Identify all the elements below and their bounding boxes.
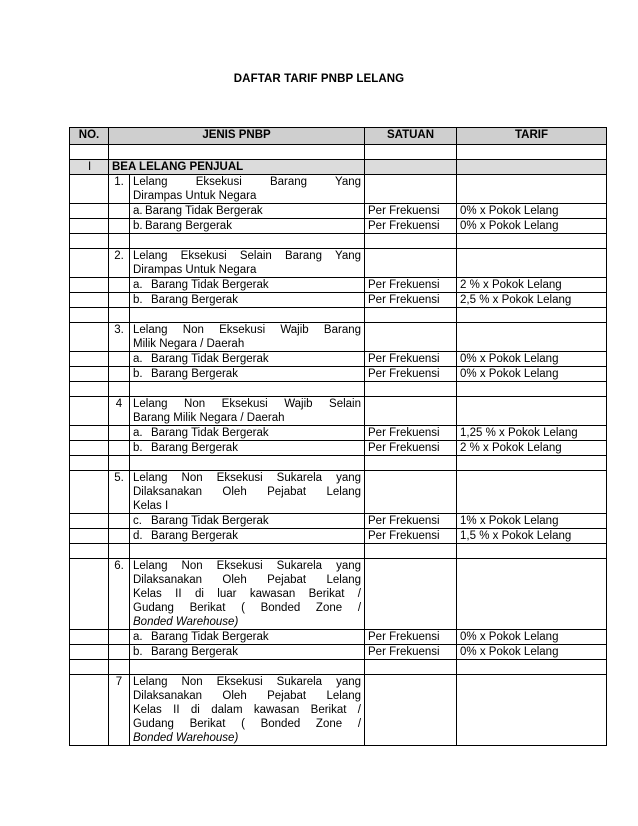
item-row [70,323,607,352]
sub-item-row [70,219,607,234]
sub-item-description [130,352,365,367]
satuan-value: Per Frekuensi [365,367,457,382]
no-cell [70,529,109,544]
sub-item-row [70,441,607,456]
item-number: 2. [109,249,130,278]
satuan-value: Per Frekuensi [365,645,457,660]
sub-item-description [130,529,365,544]
tarif-value: 0% x Pokok Lelang [457,219,607,234]
sub-item-marker: b. [133,442,143,454]
satuan-cell [365,323,457,352]
num-cell [109,441,130,456]
sub-item-marker: b. [133,646,143,658]
sub-item-text: Barang Tidak Bergerak [151,515,269,527]
sub-item-marker: d. [133,530,143,542]
section-row [70,160,607,175]
no-cell [70,514,109,529]
blank-row [70,456,607,471]
tarif-value: 0% x Pokok Lelang [457,204,607,219]
sub-item-text: Barang Tidak Bergerak [151,631,269,643]
no-cell [70,175,109,204]
sub-item-marker: a. [133,631,143,643]
item-number: 3. [109,323,130,352]
num-cell [109,630,130,645]
description-line: Lelang Non Eksekusi Wajib Barang [133,324,362,336]
header-tarif: TARIF [457,128,607,145]
num-cell [109,204,130,219]
tarif-value: 2 % x Pokok Lelang [457,441,607,456]
item-description [130,675,365,746]
satuan-cell [365,397,457,426]
satuan-value: Per Frekuensi [365,204,457,219]
tarif-cell [457,249,607,278]
item-number: 7 [109,675,130,746]
sub-item-row [70,529,607,544]
header-satuan: SATUAN [365,128,457,145]
no-cell [70,278,109,293]
num-cell [109,367,130,382]
tarif-value: 1% x Pokok Lelang [457,514,607,529]
tarif-table [69,127,607,746]
satuan-value: Per Frekuensi [365,426,457,441]
sub-item-text: Barang Bergerak [151,368,238,380]
satuan-cell [365,175,457,204]
no-cell [70,645,109,660]
description-line: Dirampas Untuk Negara [133,190,257,202]
description-line: Bonded Warehouse) [133,732,239,744]
description-line: Lelang Non Eksekusi Sukarela yang [133,560,362,572]
sub-item-text: Barang Bergerak [151,294,238,306]
sub-item-marker: b. [133,220,143,232]
no-cell [70,249,109,278]
sub-item-marker: b. [133,294,143,306]
sub-item-marker: a. [133,279,143,291]
num-cell [109,514,130,529]
sub-item-text: Barang Bergerak [151,530,238,542]
description-line: Kelas II di luar kawasan Berikat / [133,588,362,600]
blank-row [70,234,607,249]
no-cell [70,630,109,645]
blank-row [70,382,607,397]
no-cell [70,471,109,514]
sub-item-text: Barang Bergerak [151,442,238,454]
header-no: NO. [70,128,109,145]
sub-item-row [70,514,607,529]
no-cell [70,219,109,234]
item-number: 5. [109,471,130,514]
description-line: Kelas I [133,500,169,512]
sub-item-text: Barang Tidak Bergerak [151,427,269,439]
no-cell [70,204,109,219]
no-cell [70,559,109,630]
num-cell [109,645,130,660]
satuan-value: Per Frekuensi [365,219,457,234]
description-line: Lelang Eksekusi Selain Barang Yang [133,250,362,262]
no-cell [70,367,109,382]
satuan-value: Per Frekuensi [365,529,457,544]
sub-item-marker: a. [133,427,143,439]
sub-item-text: Barang Tidak Bergerak [145,205,263,217]
tarif-value: 1,25 % x Pokok Lelang [457,426,607,441]
num-cell [109,426,130,441]
description-line: Milik Negara / Daerah [133,338,245,350]
description-line: Dilaksanakan Oleh Pejabat Lelang [133,574,362,586]
section-title: BEA LELANG PENJUAL [109,160,365,175]
tarif-value: 0% x Pokok Lelang [457,645,607,660]
item-row [70,397,607,426]
sub-item-description [130,219,365,234]
table-body [70,145,607,746]
sub-item-text: Barang Tidak Bergerak [151,353,269,365]
item-number: 4 [109,397,130,426]
tarif-value: 0% x Pokok Lelang [457,630,607,645]
sub-item-description [130,367,365,382]
tarif-cell [457,471,607,514]
description-line: Kelas II di dalam kawasan Berikat / [133,704,362,716]
tarif-cell [457,175,607,204]
sub-item-marker: a. [133,353,143,365]
tarif-cell [457,323,607,352]
description-line: Lelang Non Eksekusi Sukarela yang [133,472,362,484]
sub-item-marker: b. [133,368,143,380]
blank-row [70,145,607,160]
tarif-cell [457,397,607,426]
item-row [70,675,607,746]
sub-item-text: Barang Bergerak [151,646,238,658]
sub-item-description [130,204,365,219]
sub-item-description [130,293,365,308]
description-line: Gudang Berikat ( Bonded Zone / [133,602,362,614]
item-description [130,249,365,278]
no-cell [70,441,109,456]
item-description [130,559,365,630]
header-jenis: JENIS PNBP [109,128,365,145]
sub-item-row [70,293,607,308]
num-cell [109,529,130,544]
description-line: Barang Milik Negara / Daerah [133,412,285,424]
sub-item-description [130,426,365,441]
description-line: Lelang Eksekusi Barang Yang [133,176,362,188]
blank-row [70,544,607,559]
num-cell [109,219,130,234]
page-title: DAFTAR TARIF PNBP LELANG [233,73,405,85]
description-line: Lelang Non Eksekusi Wajib Selain [133,398,362,410]
no-cell [70,397,109,426]
satuan-value: Per Frekuensi [365,441,457,456]
sub-item-description [130,645,365,660]
blank-row [70,308,607,323]
satuan-cell [365,249,457,278]
item-description [130,323,365,352]
num-cell [109,352,130,367]
no-cell [70,352,109,367]
item-description [130,175,365,204]
sub-item-row [70,630,607,645]
description-line: Dilaksanakan Oleh Pejabat Lelang [133,690,362,702]
no-cell [70,323,109,352]
sub-item-text: Barang Tidak Bergerak [151,279,269,291]
sub-item-row [70,426,607,441]
description-line: Bonded Warehouse) [133,616,239,628]
num-cell [109,278,130,293]
no-cell [70,675,109,746]
tarif-value: 0% x Pokok Lelang [457,352,607,367]
satuan-value: Per Frekuensi [365,630,457,645]
satuan-value: Per Frekuensi [365,278,457,293]
satuan-value: Per Frekuensi [365,514,457,529]
satuan-value: Per Frekuensi [365,352,457,367]
sub-item-description [130,278,365,293]
item-row [70,175,607,204]
sub-item-description [130,441,365,456]
sub-item-marker: a. [133,205,143,217]
tarif-value: 2,5 % x Pokok Lelang [457,293,607,308]
item-row [70,559,607,630]
sub-item-row [70,204,607,219]
description-line: Dirampas Untuk Negara [133,264,257,276]
item-row [70,249,607,278]
sub-item-text: Barang Bergerak [145,220,232,232]
tarif-value: 0% x Pokok Lelang [457,367,607,382]
sub-item-row [70,278,607,293]
description-line: Dilaksanakan Oleh Pejabat Lelang [133,486,362,498]
item-description [130,471,365,514]
no-cell [70,293,109,308]
satuan-cell [365,471,457,514]
blank-row [70,660,607,675]
no-cell [70,426,109,441]
description-line: Lelang Non Eksekusi Sukarela yang [133,676,362,688]
tarif-value: 2 % x Pokok Lelang [457,278,607,293]
num-cell [109,293,130,308]
tarif-value: 1,5 % x Pokok Lelang [457,529,607,544]
satuan-cell [365,559,457,630]
section-number: I [70,160,109,175]
sub-item-row [70,352,607,367]
sub-item-description [130,514,365,529]
sub-item-marker: c. [133,515,142,527]
item-description [130,397,365,426]
tarif-cell [457,559,607,630]
description-line: Gudang Berikat ( Bonded Zone / [133,718,362,730]
item-row [70,471,607,514]
satuan-cell [365,675,457,746]
item-number: 6. [109,559,130,630]
sub-item-description [130,630,365,645]
sub-item-row [70,367,607,382]
tarif-cell [457,675,607,746]
sub-item-row [70,645,607,660]
table-header-row [70,128,607,145]
item-number: 1. [109,175,130,204]
satuan-value: Per Frekuensi [365,293,457,308]
